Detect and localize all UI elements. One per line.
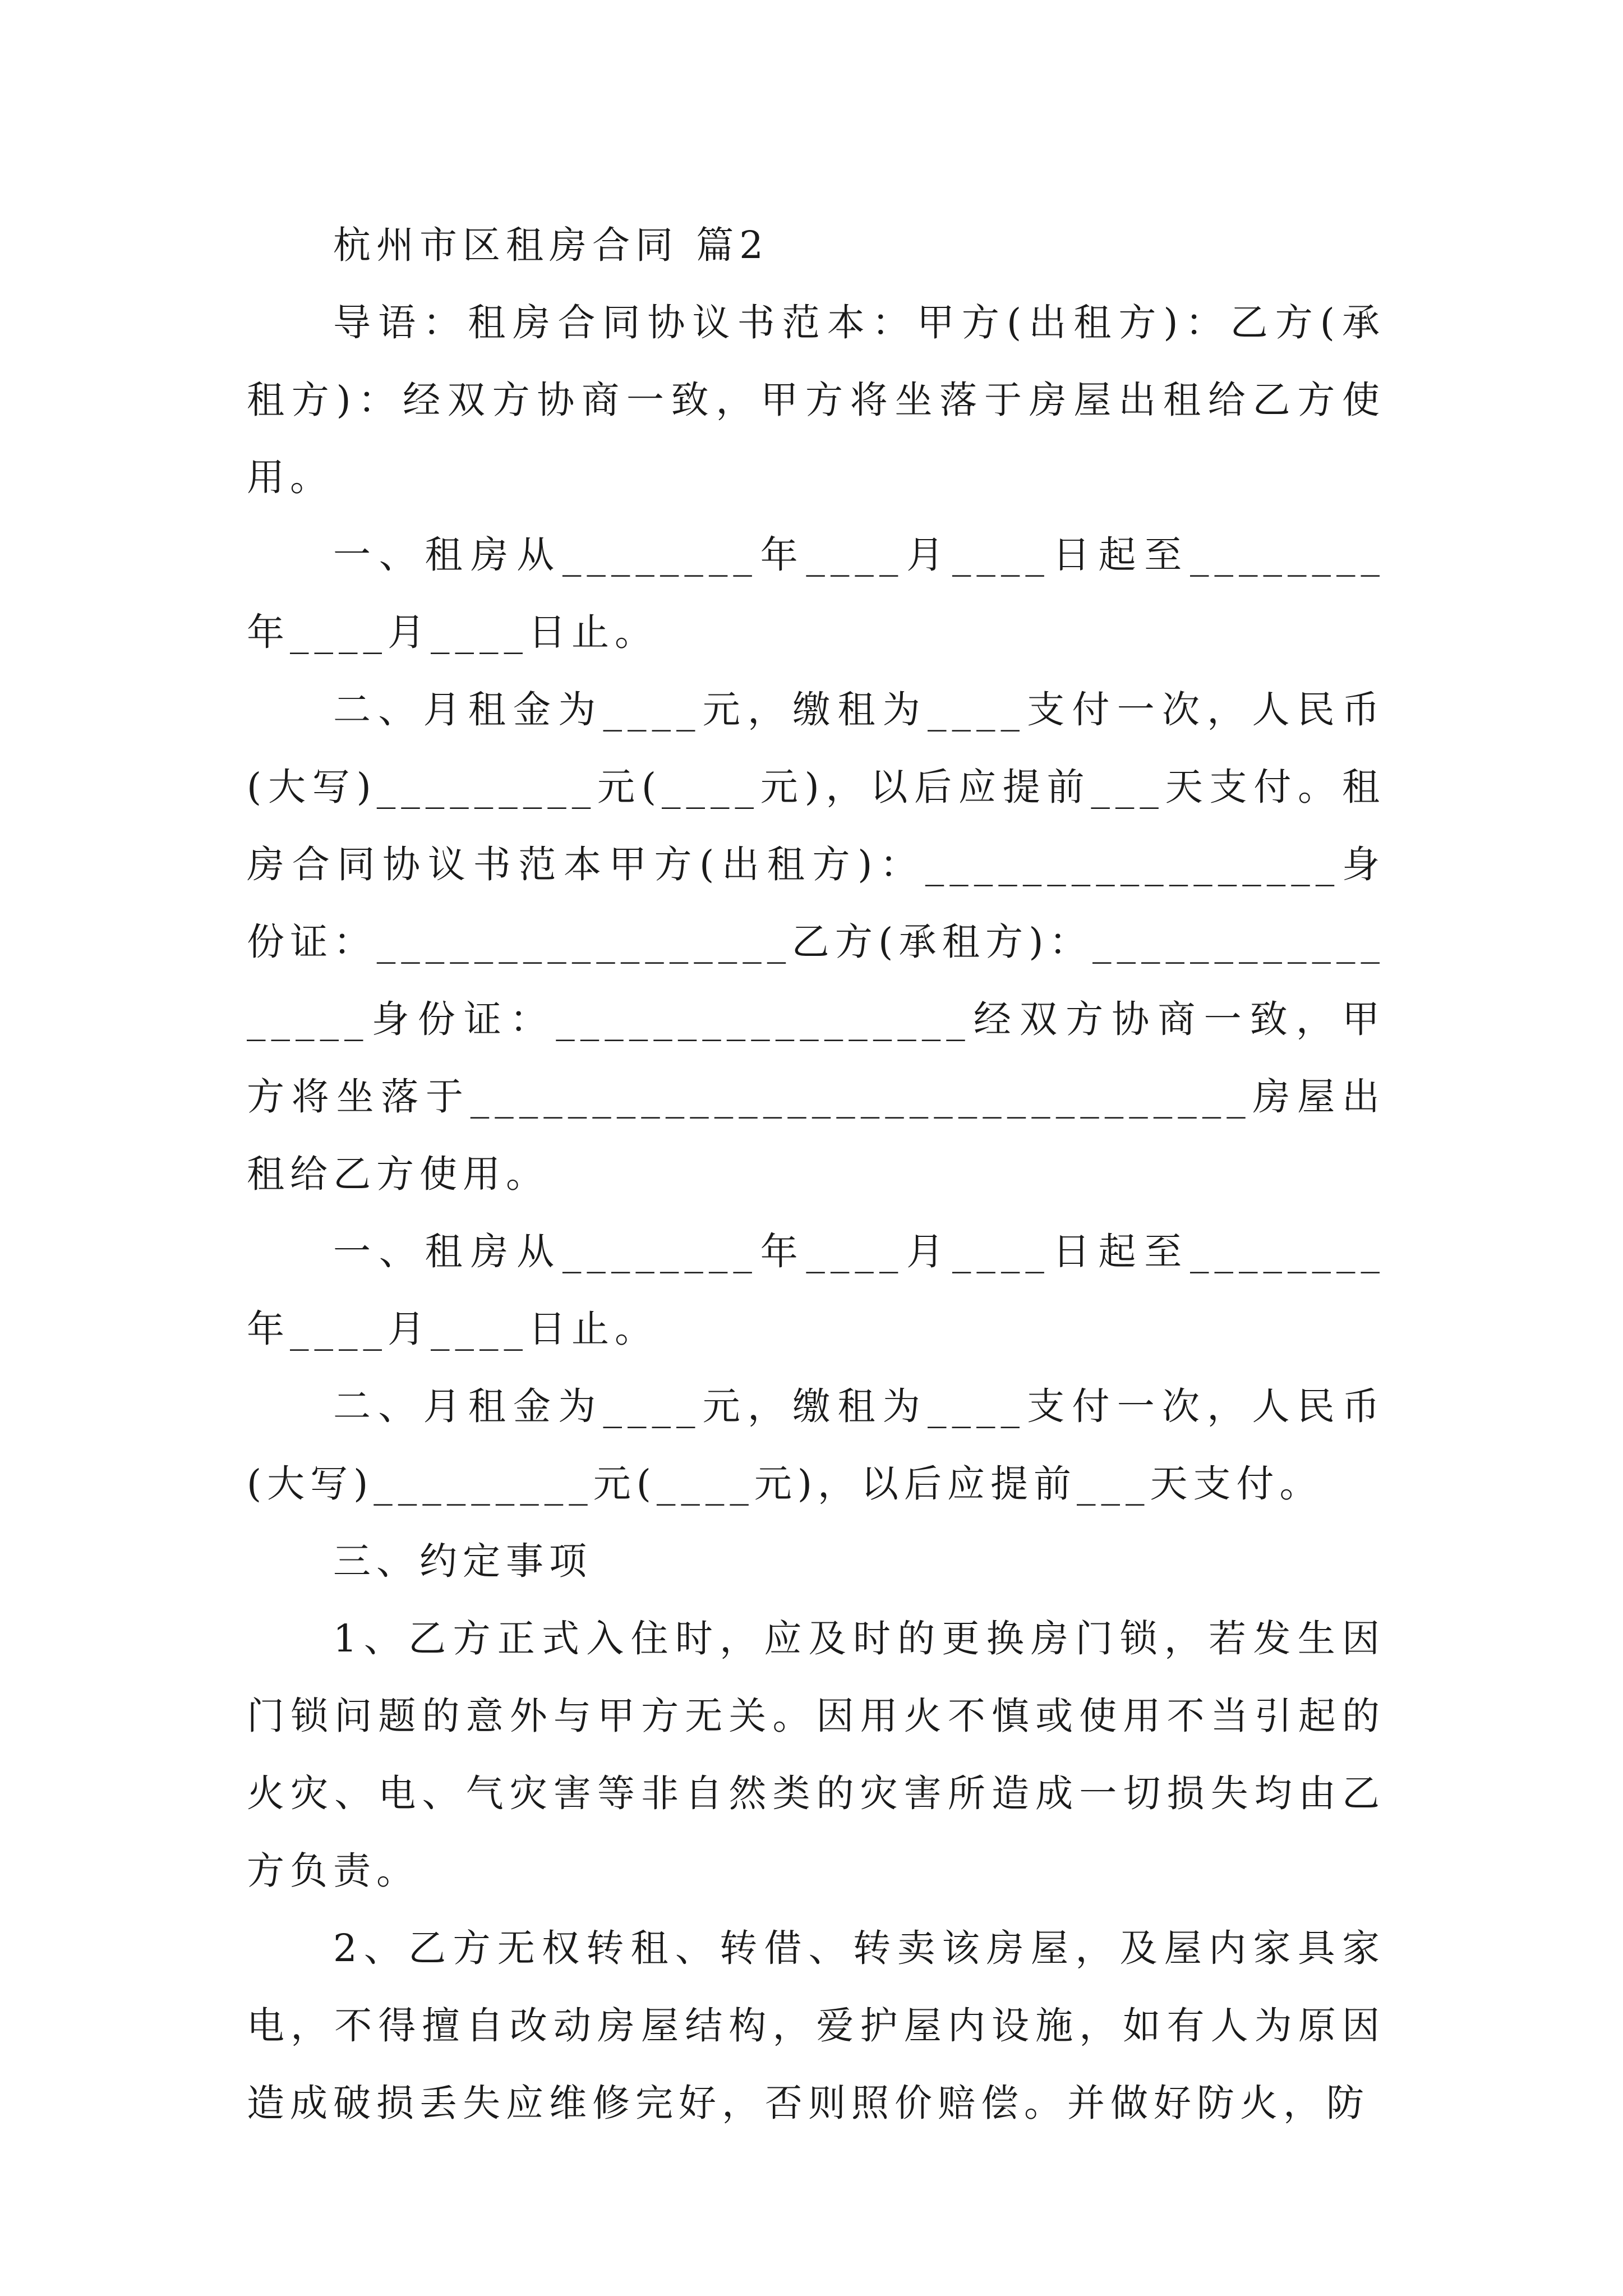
paragraph-lease-term: 一、租房从________年____月____日起至________年____月____日止。 [247, 533, 1385, 654]
section-heading-agreed-matters: 三、约定事项 [333, 1539, 592, 1583]
document-body [247, 206, 1385, 2142]
paragraph-rent-repeat: 二、月租金为____元，缴租为____支付一次，人民币(大写)_________元(____元)，以后应提前___天支付。 [247, 1384, 1385, 1506]
clause-2: 2、乙方无权转租、转借、转卖该房屋，及屋内家具家电，不得擅自改动房屋结构，爱护屋内设施，如有人为原因造成破损丢失应维修完好，否则照价赔偿。并做好防火，防 [247, 1926, 1385, 2125]
paragraph-rent-and-parties: 二、月租金为____元，缴租为____支付一次，人民币(大写)_________元(____元)，以后应提前___天支付。租房合同协议书范本甲方(出租方)：_________________身份证：_________________乙方(承租方)：_________________身份证：_________________经双方协商一致，甲方将坐落于________________________________房屋出租给乙方使用。 [247, 688, 1385, 1196]
paragraph-lease-term-repeat: 一、租房从________年____月____日起至________年____月____日止。 [247, 1230, 1385, 1351]
paragraph-intro: 导语：租房合同协议书范本：甲方(出租方)：乙方(承租方)：经双方协商一致，甲方将坐落于房屋出租给乙方使用。 [247, 301, 1385, 499]
document-title: 杭州市区租房合同 篇2 [333, 223, 769, 267]
clause-1: 1、乙方正式入住时，应及时的更换房门锁，若发生因门锁问题的意外与甲方无关。因用火不慎或使用不当引起的火灾、电、气灾害等非自然类的灾害所造成一切损失均由乙方负责。 [247, 1617, 1385, 1893]
